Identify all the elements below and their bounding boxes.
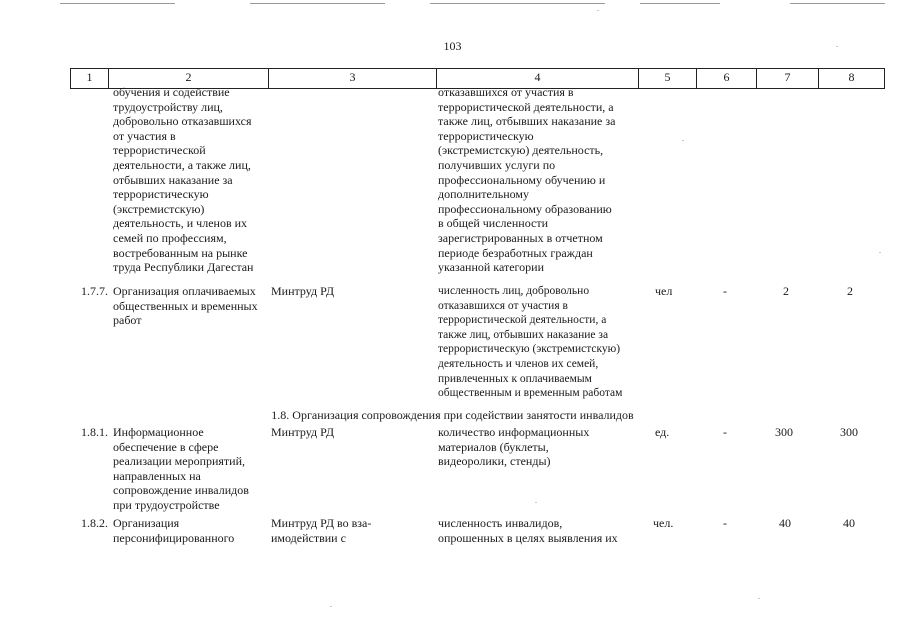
- cell-line: отказавшихся от участия в: [438, 299, 568, 312]
- cell-line: деятельность, и членов их: [113, 216, 248, 231]
- row-1-7-7-number: 1.7.7.: [81, 284, 108, 298]
- cell-line: Организация: [113, 516, 180, 530]
- cell-line: периоде безработных граждан: [438, 245, 593, 260]
- cell-line: от участия в: [113, 128, 176, 143]
- cell-line: зарегистрированных в отчетном: [438, 230, 603, 245]
- scan-speck: [535, 502, 537, 503]
- cell-line: опрошенных в целях выявления их: [438, 530, 618, 545]
- cell-line: террористическую: [438, 128, 534, 143]
- row-1-8-1-indicator: [438, 425, 589, 469]
- cell-line: привлеченных к оплачиваемым: [438, 372, 592, 385]
- header-cell-7: 7: [756, 68, 818, 88]
- cell-line: обучения и содействие: [113, 85, 230, 99]
- cell-line: семей по профессиям,: [113, 230, 227, 245]
- scan-speck: [836, 46, 838, 47]
- cell-line: востребованным на рынке: [113, 245, 248, 260]
- scan-top-line: [250, 3, 385, 4]
- cell-line: (экстремистскую) деятельность,: [438, 143, 604, 158]
- cell-line: отказавшихся от участия в: [438, 85, 574, 99]
- cell-line: профессиональному обучению и: [438, 172, 606, 187]
- row-1-8-2-activity: [113, 516, 234, 545]
- cell-line: деятельность и членов их семей,: [438, 357, 599, 370]
- row-1-7-7-executor: [271, 284, 334, 299]
- header-cell-1: 1: [70, 68, 108, 88]
- cell-line: труда Республики Дагестан: [113, 260, 254, 275]
- cell-line: Минтруд РД: [271, 425, 335, 439]
- cell-line: получивших услуги по: [438, 157, 556, 172]
- row-1-8-2-col7: 40: [779, 516, 791, 530]
- cell-line: также лиц, отбывших наказание за: [438, 328, 609, 341]
- cell-line: террористической: [113, 143, 206, 158]
- cell-line: обеспечение в сфере: [113, 439, 219, 454]
- cell-line: Минтруд РД во вза-: [271, 516, 372, 530]
- row-1-8-2-col8: 40: [843, 516, 855, 530]
- cell-line: персонифицированного: [113, 530, 235, 545]
- scan-top-line: [790, 3, 885, 4]
- cell-line: деятельности, а также лиц,: [113, 157, 251, 172]
- cell-line: численность лиц, добровольно: [438, 285, 590, 297]
- cell-line: общественным и временным работам: [438, 387, 623, 400]
- row-1-8-1-unit: ед.: [655, 425, 670, 439]
- row-1-8-1-executor: [271, 425, 334, 440]
- cell-line: террористическую: [113, 187, 209, 202]
- header-cell-5: 5: [638, 68, 696, 88]
- row-1-8-1-col7: 300: [775, 425, 793, 439]
- cell-line: Минтруд РД: [271, 284, 335, 298]
- row-1-7-7-unit: чел: [655, 284, 673, 298]
- row-1-8-1-col6: -: [723, 425, 727, 439]
- header-cell-2: 2: [108, 68, 268, 88]
- row-1-8-2-indicator: [438, 516, 618, 545]
- scan-top-line: [640, 3, 720, 4]
- cell-line: Организация оплачиваемых: [113, 284, 256, 298]
- cell-line: общественных и временных: [113, 298, 258, 313]
- header-cell-8: 8: [818, 68, 885, 88]
- row-1-8-2-unit: чел.: [653, 516, 674, 530]
- cell-line: имодействии с: [271, 530, 346, 545]
- scan-speck: [879, 252, 881, 253]
- row-1-8-1-number: 1.8.1.: [81, 425, 108, 439]
- cell-line: сопровождение инвалидов: [113, 483, 249, 498]
- cell-line: террористическую (экстремистскую): [438, 343, 621, 356]
- cell-line: дополнительному: [438, 187, 530, 202]
- page-number: 103: [443, 39, 462, 53]
- cell-line: террористической деятельности, а: [438, 314, 607, 327]
- row-1-7-7-col7: 2: [783, 284, 789, 298]
- cell-line: реализации мероприятий,: [113, 454, 246, 469]
- scan-top-line: [60, 3, 175, 4]
- row-1-7-7-col6: -: [723, 284, 727, 298]
- scan-speck: [758, 598, 760, 599]
- scan-speck: [597, 10, 599, 11]
- header-cell-3: 3: [268, 68, 436, 88]
- section-heading: 1.8. Организация сопровождения при содействии занятости инвалидов: [271, 408, 634, 422]
- header-cell-6: 6: [696, 68, 756, 88]
- header-cell-4: 4: [436, 68, 638, 88]
- scan-speck: [682, 140, 684, 141]
- cell-line: террористической деятельности, а: [438, 99, 614, 114]
- row-1-7-7-col8: 2: [847, 284, 853, 298]
- cell-line: в общей численности: [438, 216, 548, 231]
- row-1-8-2-number: 1.8.2.: [81, 516, 108, 530]
- row-1-7-7-activity: [113, 284, 258, 328]
- scan-top-line: [430, 3, 605, 4]
- cell-line: также лиц, отбывших наказание за: [438, 114, 616, 129]
- scan-speck: [330, 606, 332, 607]
- row-1-7-7-indicator: [438, 284, 622, 401]
- cell-line: трудоустройству лиц,: [113, 99, 223, 114]
- row-1-8-1-activity: [113, 425, 249, 513]
- cell-line: видеоролики, стенды): [438, 454, 551, 469]
- cell-line: направленных на: [113, 468, 201, 483]
- cell-line: (экстремистскую): [113, 201, 205, 216]
- cell-line: указанной категории: [438, 260, 545, 275]
- cell-line: при трудоустройстве: [113, 497, 220, 512]
- row-cont-indicator: [438, 85, 615, 275]
- cell-line: профессиональному образованию: [438, 201, 612, 216]
- row-1-8-2-col6: -: [723, 516, 727, 530]
- row-1-8-2-executor: [271, 516, 371, 545]
- cell-line: Информационное: [113, 425, 204, 439]
- cell-line: численность инвалидов,: [438, 516, 563, 530]
- cell-line: работ: [113, 313, 142, 328]
- cell-line: материалов (буклеты,: [438, 439, 549, 454]
- row-cont-activity: [113, 85, 253, 275]
- cell-line: добровольно отказавшихся: [113, 114, 252, 129]
- cell-line: количество информационных: [438, 425, 590, 439]
- row-1-8-1-col8: 300: [840, 425, 858, 439]
- cell-line: отбывших наказание за: [113, 172, 233, 187]
